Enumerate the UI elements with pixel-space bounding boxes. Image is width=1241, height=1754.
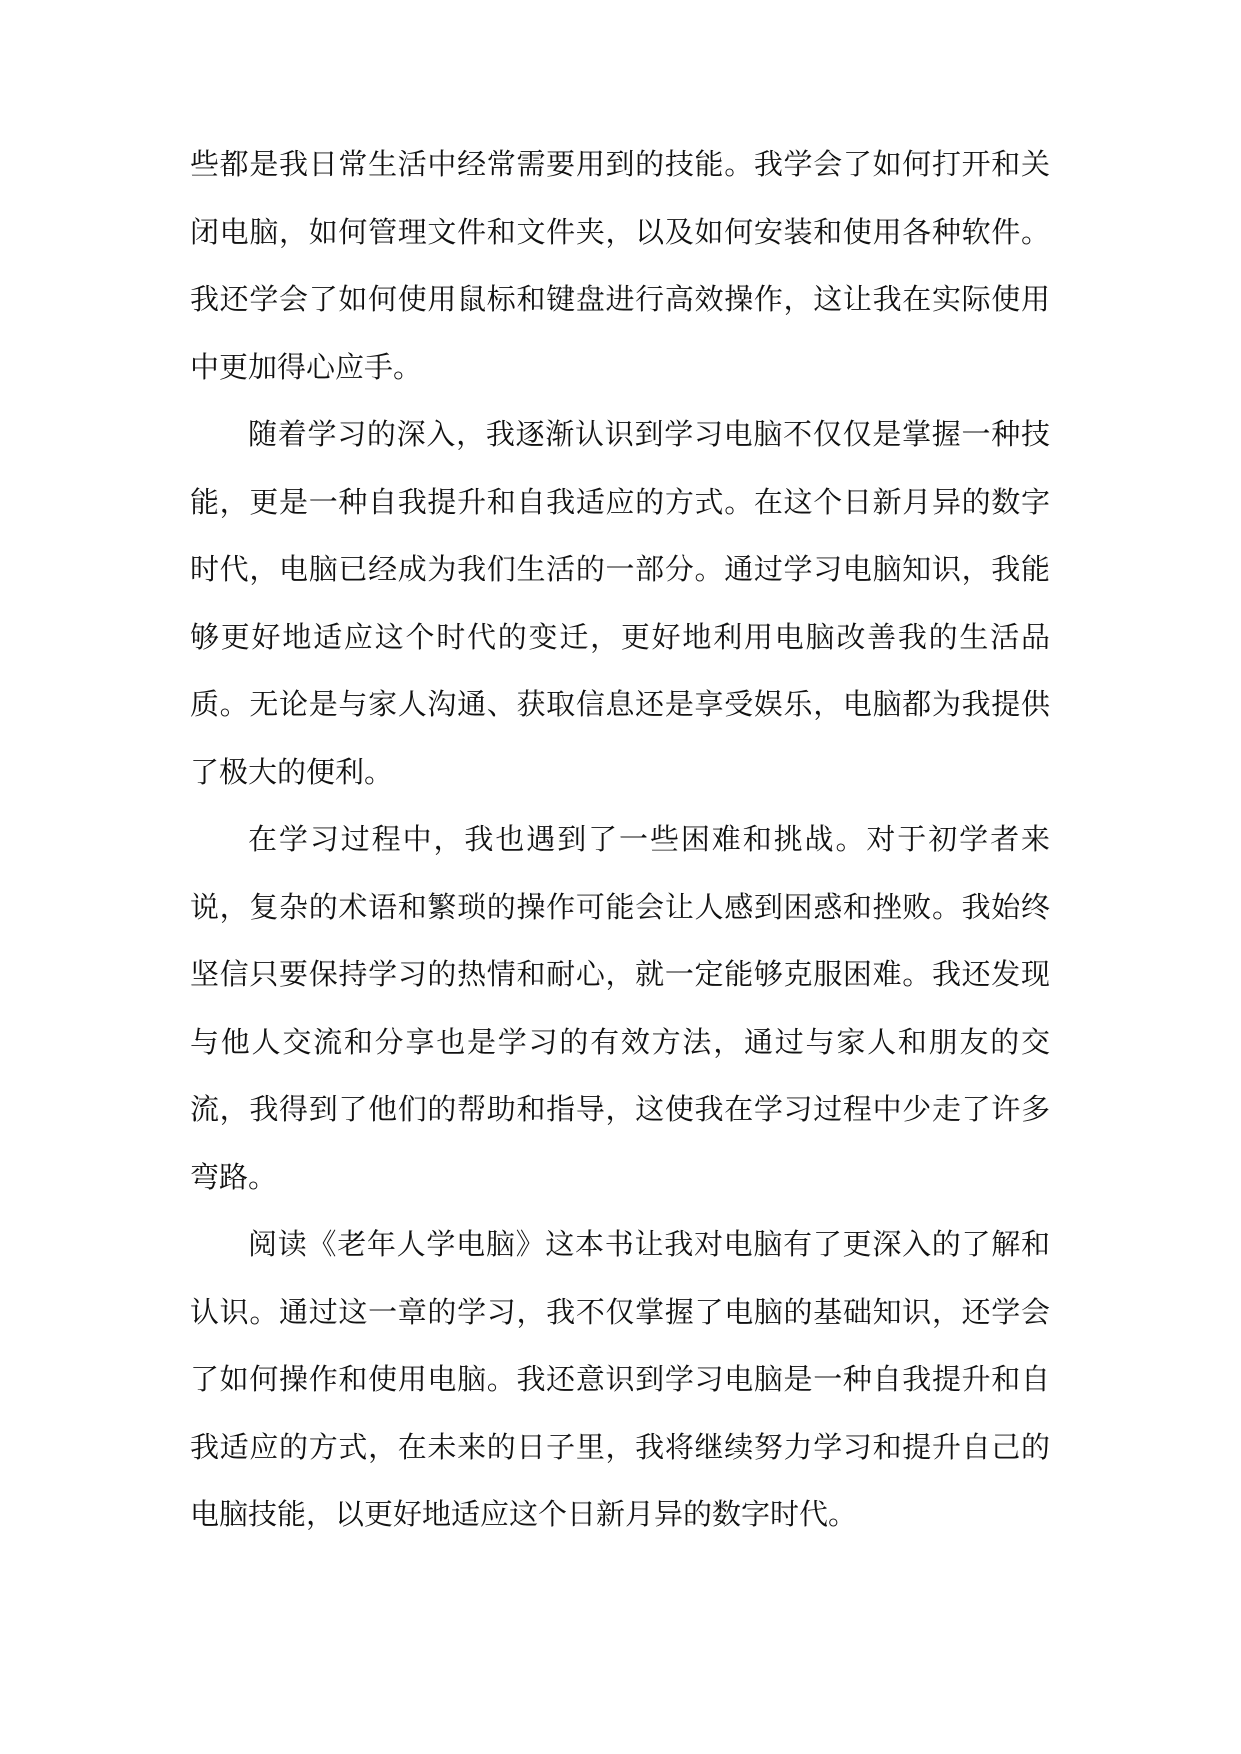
paragraph-conclusion: 阅读《老年人学电脑》这本书让我对电脑有了更深入的了解和认识。通过这一章的学习，我不仅掌握了电脑的基础知识，还学会了如何操作和使用电脑。我还意识到学习电脑是一种自我提升和自我适应的方式，在未来的日子里，我将继续努力学习和提升自己的电脑技能，以更好地适应这个日新月异的数字时代。 [190, 1227, 1050, 1531]
paragraph-continuation: 些都是我日常生活中经常需要用到的技能。我学会了如何打开和关闭电脑，如何管理文件和文件夹，以及如何安装和使用各种软件。我还学会了如何使用鼠标和键盘进行高效操作，这让我在实际使用中更加得心应手。 [190, 147, 1050, 384]
paragraph-difficulties: 在学习过程中，我也遇到了一些困难和挑战。对于初学者来说，复杂的术语和繁琐的操作可能会让人感到困惑和挫败。我始终坚信只要保持学习的热情和耐心，就一定能够克服困难。我还发现与他人交流和分享也是学习的有效方法，通过与家人和朋友的交流，我得到了他们的帮助和指导，这使我在学习过程中少走了许多弯路。 [190, 822, 1050, 1194]
paragraph-learning-depth: 随着学习的深入，我逐渐认识到学习电脑不仅仅是掌握一种技能，更是一种自我提升和自我适应的方式。在这个日新月异的数字时代，电脑已经成为我们生活的一部分。通过学习电脑知识，我能够更好地适应这个时代的变迁，更好地利用电脑改善我的生活品质。无论是与家人沟通、获取信息还是享受娱乐，电脑都为我提供了极大的便利。 [190, 417, 1050, 789]
document-body [190, 131, 1050, 1549]
